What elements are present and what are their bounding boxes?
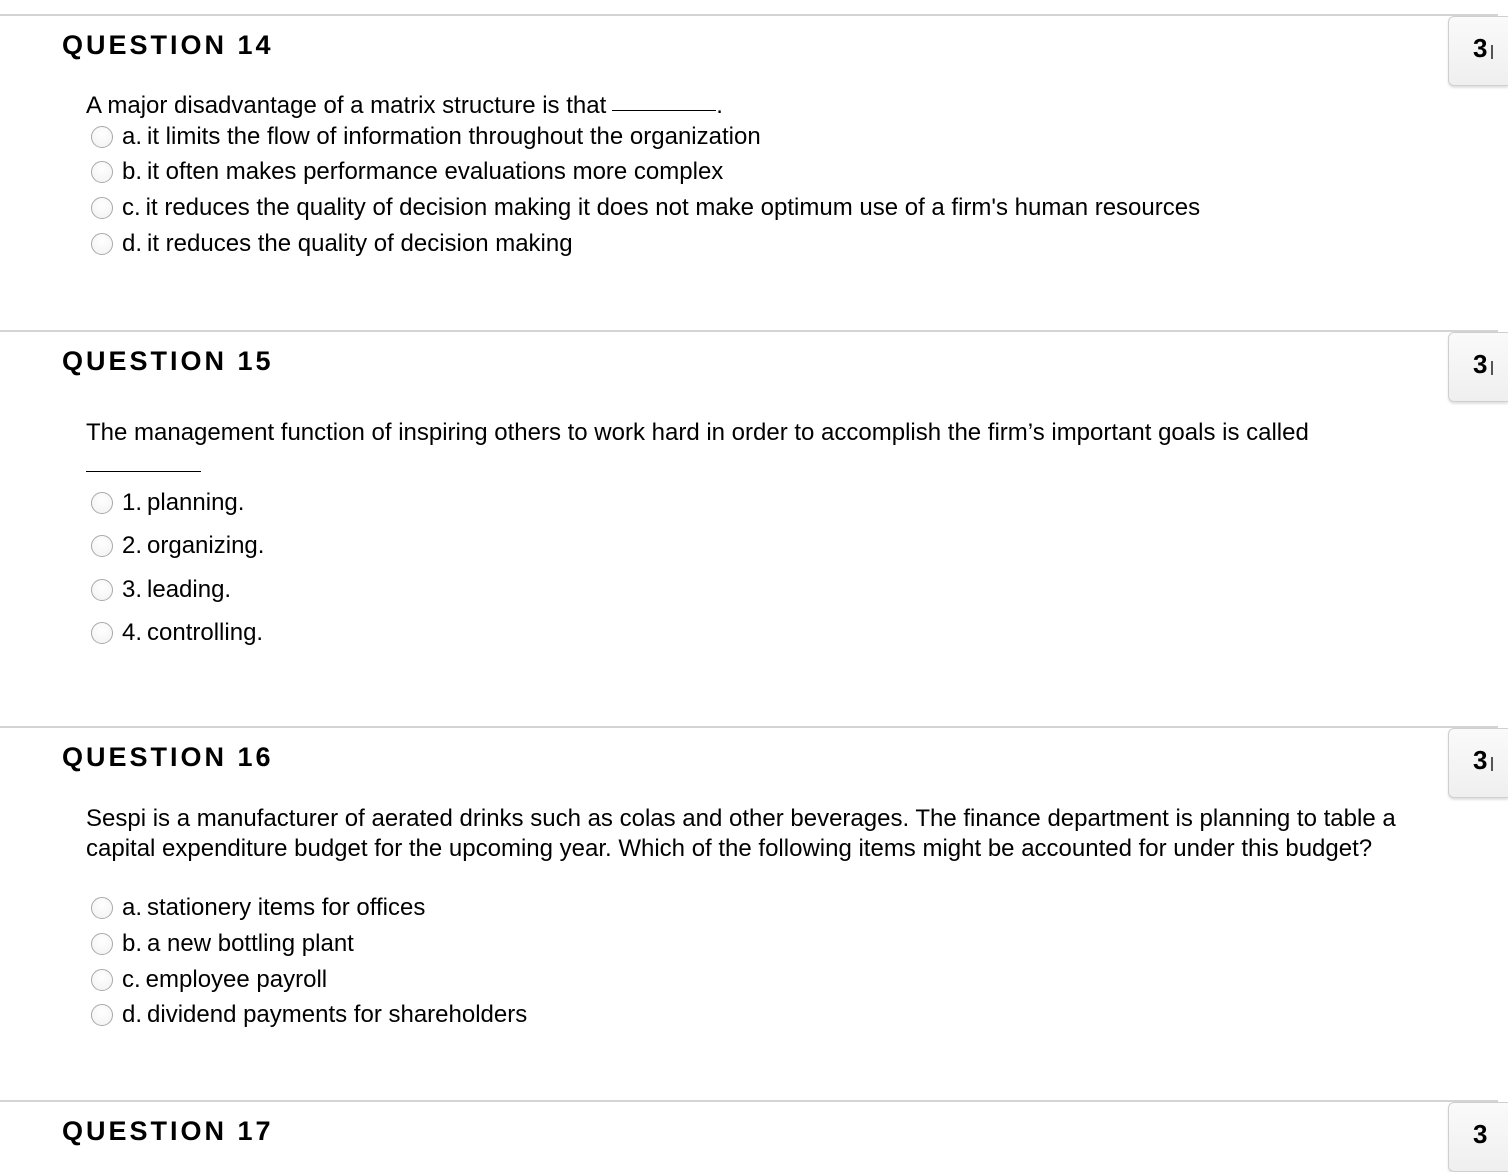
- option-text: it reduces the quality of decision making it does not make optimum use of a firm's human resources: [145, 194, 1201, 221]
- answer-option[interactable]: [91, 618, 263, 648]
- question-title: QUESTION 14: [62, 30, 274, 60]
- option-text: leading.: [147, 576, 232, 603]
- answer-option[interactable]: [91, 893, 425, 923]
- answer-option[interactable]: [91, 229, 573, 259]
- option-letter: 1.: [122, 489, 143, 516]
- points-tab[interactable]: [1448, 728, 1508, 798]
- points-value: 3: [1473, 745, 1488, 775]
- option-text: controlling.: [147, 619, 264, 646]
- radio-button[interactable]: [91, 969, 113, 991]
- radio-button[interactable]: [91, 535, 113, 557]
- points-value: 3: [1473, 33, 1488, 63]
- option-text: planning.: [147, 489, 245, 516]
- question-17-block: [0, 1100, 1498, 1149]
- radio-button[interactable]: [91, 622, 113, 644]
- points-truncation-mark: [1491, 45, 1493, 59]
- question-prompt: Sespi is a manufacturer of aerated drinks such as colas and other beverages. The finance department is planning to table a capital expenditure budget for the upcoming year. Which of the following items might be accounted for under this budget?: [86, 805, 1396, 862]
- option-text: stationery items for offices: [147, 894, 426, 921]
- option-letter: 4.: [122, 619, 143, 646]
- points-value: 3: [1473, 349, 1488, 379]
- points-tab[interactable]: [1448, 16, 1508, 86]
- radio-button[interactable]: [91, 933, 113, 955]
- option-letter: b.: [122, 158, 143, 185]
- option-letter: a.: [122, 894, 143, 921]
- option-letter: c.: [122, 194, 141, 221]
- option-text: dividend payments for shareholders: [147, 1001, 528, 1028]
- radio-button[interactable]: [91, 897, 113, 919]
- question-prompt-text: A major disadvantage of a matrix structure is that: [86, 92, 607, 119]
- question-prompt: The management function of inspiring others to work hard in order to accomplish the firm’s important goals is called: [86, 419, 1309, 446]
- answer-option[interactable]: [91, 965, 327, 995]
- radio-button[interactable]: [91, 233, 113, 255]
- question-prompt: [86, 91, 723, 120]
- option-text: a new bottling plant: [147, 930, 354, 957]
- option-text: it often makes performance evaluations more complex: [147, 158, 724, 185]
- option-text: it limits the flow of information throughout the organization: [147, 123, 761, 150]
- prompt-end: .: [716, 92, 723, 119]
- answer-option[interactable]: [91, 575, 231, 605]
- answer-blank: [612, 110, 716, 111]
- radio-button[interactable]: [91, 492, 113, 514]
- option-text: it reduces the quality of decision making: [147, 230, 573, 257]
- answer-blank: [86, 471, 201, 472]
- option-text: employee payroll: [145, 966, 328, 993]
- option-letter: d.: [122, 230, 143, 257]
- answer-option[interactable]: [91, 929, 354, 959]
- answer-option[interactable]: [91, 122, 761, 152]
- answer-option[interactable]: [91, 1000, 527, 1030]
- question-title: QUESTION 16: [62, 742, 274, 772]
- radio-button[interactable]: [91, 161, 113, 183]
- radio-button[interactable]: [91, 1004, 113, 1026]
- question-15-block: [0, 330, 1498, 728]
- question-title: QUESTION 15: [62, 346, 274, 376]
- question-16-block: [0, 726, 1498, 1102]
- option-letter: 2.: [122, 532, 143, 559]
- option-letter: b.: [122, 930, 143, 957]
- points-tab[interactable]: [1448, 332, 1508, 402]
- question-14-block: [0, 14, 1498, 332]
- radio-button[interactable]: [91, 126, 113, 148]
- option-letter: a.: [122, 123, 143, 150]
- option-letter: d.: [122, 1001, 143, 1028]
- points-value: 3: [1473, 1119, 1488, 1149]
- answer-option[interactable]: [91, 157, 723, 187]
- radio-button[interactable]: [91, 579, 113, 601]
- points-truncation-mark: [1491, 757, 1493, 771]
- points-tab[interactable]: [1448, 1102, 1508, 1172]
- answer-option[interactable]: [91, 488, 244, 518]
- option-text: organizing.: [147, 532, 265, 559]
- answer-option[interactable]: [91, 531, 264, 561]
- answer-option[interactable]: [91, 193, 1200, 223]
- question-title: QUESTION 17: [62, 1116, 274, 1146]
- points-truncation-mark: [1491, 361, 1493, 375]
- option-letter: 3.: [122, 576, 143, 603]
- radio-button[interactable]: [91, 197, 113, 219]
- option-letter: c.: [122, 966, 141, 993]
